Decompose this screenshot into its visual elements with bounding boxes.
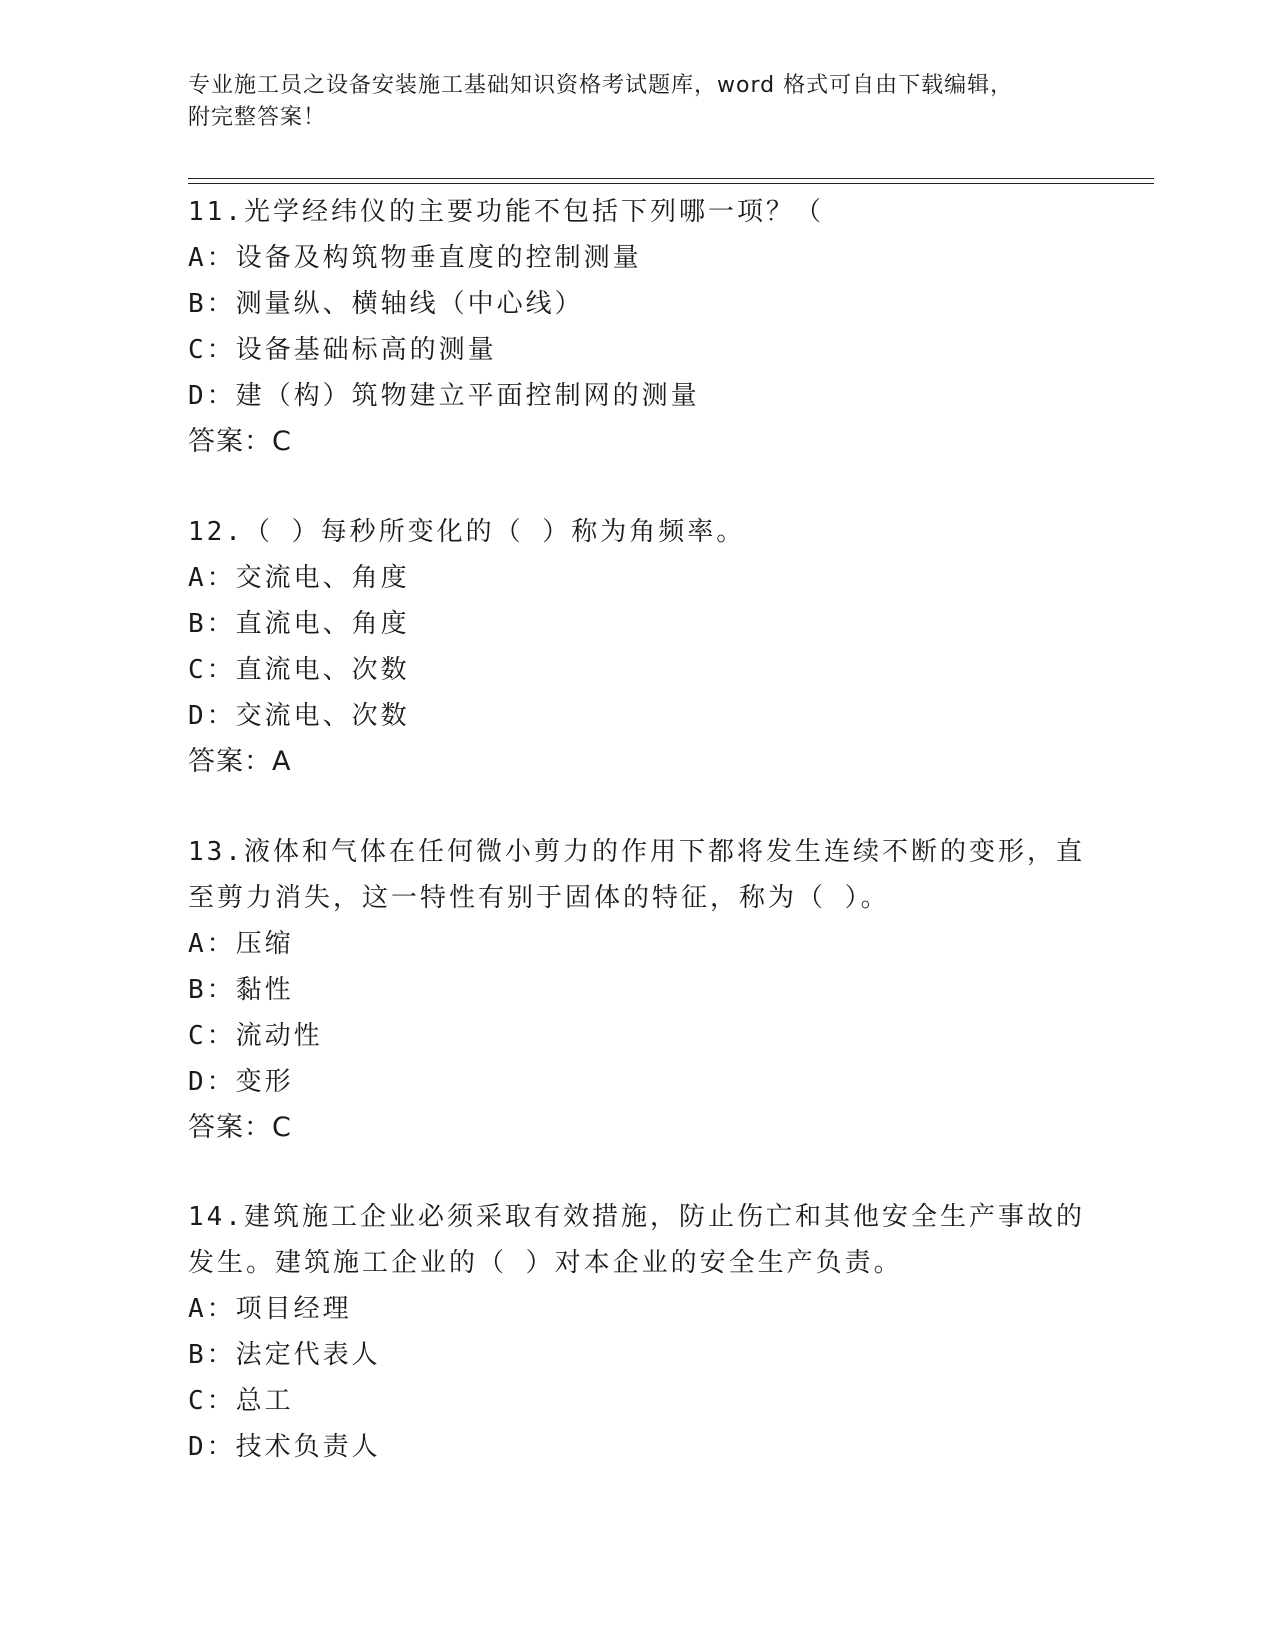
answer-label: 答案：C [188, 1112, 292, 1143]
question-12 [188, 509, 1088, 785]
question-text-line-1: 14.建筑施工企业必须采取有效措施，防止伤亡和其他安全生产事故的 [188, 1202, 1085, 1232]
option-a: A：压缩 [188, 929, 294, 959]
option-b: B：黏性 [188, 975, 294, 1005]
question-text-line-1: 13.液体和气体在任何微小剪力的作用下都将发生连续不断的变形，直 [188, 837, 1085, 867]
question-11 [188, 189, 1088, 465]
option-c: C：总工 [188, 1386, 294, 1416]
question-14 [188, 1194, 1088, 1470]
option-b: B：测量纵、横轴线（中心线） [188, 289, 584, 319]
option-b: B：直流电、角度 [188, 609, 410, 639]
option-d: D：交流电、次数 [188, 701, 410, 731]
option-a: A：设备及构筑物垂直度的控制测量 [188, 243, 642, 273]
question-text: 12.（ ）每秒所变化的（ ）称为角频率。 [188, 517, 746, 547]
option-d: D：变形 [188, 1067, 294, 1097]
document-header [188, 70, 1088, 134]
option-c: C：直流电、次数 [188, 655, 410, 685]
answer-label: 答案：A [188, 746, 292, 777]
question-text-line-2: 至剪力消失，这一特性有别于固体的特征，称为（ ）。 [188, 883, 890, 913]
header-divider-bottom [188, 183, 1154, 184]
option-d: D：建（构）筑物建立平面控制网的测量 [188, 381, 700, 411]
question-text: 11.光学经纬仪的主要功能不包括下列哪一项？（ [188, 197, 824, 227]
header-divider-top [188, 178, 1154, 179]
question-13 [188, 829, 1088, 1151]
option-b: B：法定代表人 [188, 1340, 381, 1370]
header-line-1: 专业施工员之设备安装施工基础知识资格考试题库，word 格式可自由下载编辑， [188, 73, 1014, 98]
option-c: C：设备基础标高的测量 [188, 335, 497, 365]
option-a: A：交流电、角度 [188, 563, 410, 593]
answer-label: 答案：C [188, 426, 292, 457]
option-d: D：技术负责人 [188, 1432, 381, 1462]
header-line-2: 附完整答案！ [188, 105, 327, 130]
question-text-line-2: 发生。建筑施工企业的（ ）对本企业的安全生产负责。 [188, 1248, 903, 1278]
option-a: A：项目经理 [188, 1294, 352, 1324]
option-c: C：流动性 [188, 1021, 323, 1051]
